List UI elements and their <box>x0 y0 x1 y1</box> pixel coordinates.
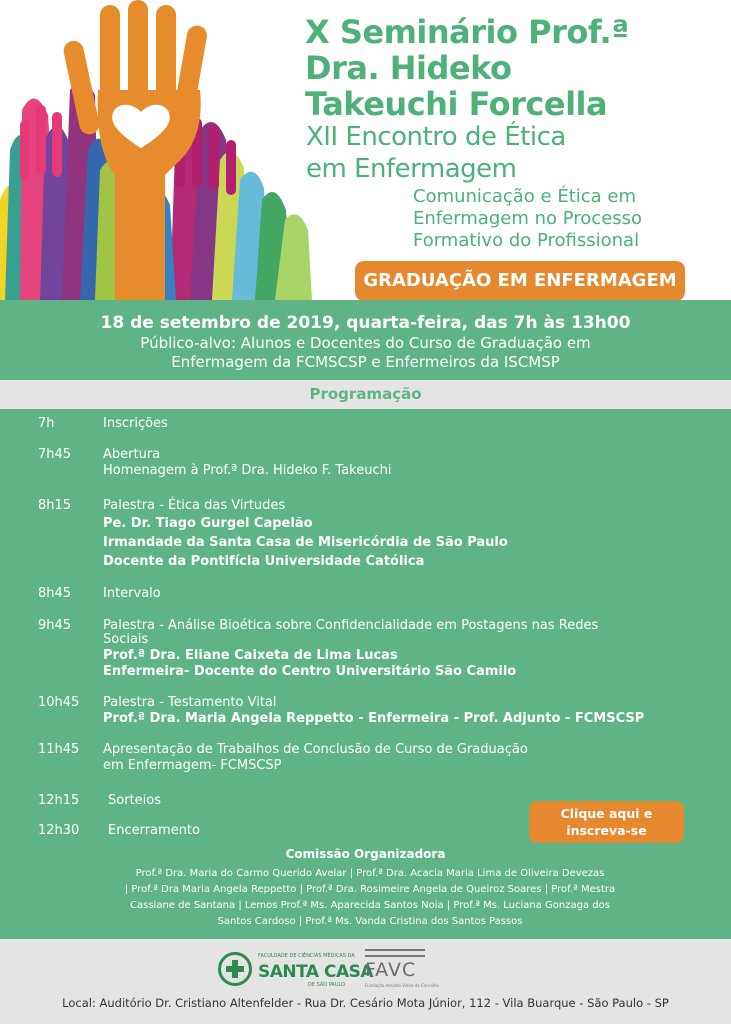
schedule-text: Inscrições <box>103 416 168 431</box>
theme-line-3: Formativo do Profissional <box>413 230 640 251</box>
subtitle-line-2: em Enfermagem <box>306 154 517 184</box>
schedule-text: Abertura <box>103 447 161 462</box>
schedule-time: 11h45 <box>38 742 80 757</box>
schedule-text: Palestra - Análise Bioética sobre Confidencialidade em Postagens nas Redes <box>103 618 599 633</box>
schedule-text: Sociais <box>103 632 149 647</box>
santa-casa-small-text: FACULDADE DE CIÊNCIAS MÉDICAS DA <box>258 953 355 959</box>
header <box>0 0 731 300</box>
program-title: Programação <box>0 380 731 409</box>
santa-casa-cross-icon <box>226 960 244 978</box>
footer <box>0 939 731 1024</box>
event-date: 18 de setembro de 2019, quarta-feira, das 7h às 13h00 <box>100 313 631 333</box>
title-line-1: X Seminário Prof.ª <box>305 13 629 51</box>
schedule-text: Intervalo <box>103 586 161 601</box>
subtitle-line-1: XII Encontro de Ética <box>306 122 566 152</box>
favc-logo <box>363 947 439 993</box>
schedule-text: Sorteios <box>108 793 161 808</box>
schedule-time: 12h30 <box>38 823 80 838</box>
schedule-time: 9h45 <box>38 618 72 633</box>
schedule-time: 7h45 <box>38 447 72 462</box>
santa-casa-small-text-2: DE SÃO PAULO <box>308 982 346 988</box>
schedule-time: 12h15 <box>38 793 80 808</box>
event-location: Local: Auditório Dr. Cristiano Altenfelder - Rua Dr. Cesário Mota Júnior, 112 - Vila Buarque - São Paulo - SP <box>62 996 669 1010</box>
santa-casa-logo <box>218 949 374 991</box>
santa-casa-name: SANTA CASA <box>258 962 374 982</box>
speaker-line: Irmandade da Santa Casa de Misericórdia de São Paulo <box>103 535 508 550</box>
schedule-time: 8h45 <box>38 586 72 601</box>
speaker-line: Pe. Dr. Tiago Gurgel Capelão <box>103 516 313 531</box>
speaker-line: Prof.ª Dra. Eliane Caixeta de Lima Lucas <box>103 648 398 663</box>
schedule-text: Palestra - Testamento Vital <box>103 695 277 710</box>
schedule-text: Palestra - Ética das Virtudes <box>103 498 286 513</box>
schedule <box>0 409 731 939</box>
favc-small-text: Fundação Arnaldo Vieira de Carvalho <box>365 983 439 988</box>
schedule-text: Homenagem à Prof.ª Dra. Hideko F. Takeuchi <box>103 463 392 478</box>
favc-name: FAVC <box>365 959 417 981</box>
schedule-text: em Enfermagem- FCMSCSP <box>103 758 282 773</box>
audience-line-1: Público-alvo: Alunos e Docentes do Curso de Graduação em <box>140 334 591 352</box>
speaker-line: Enfermeira- Docente do Centro Universitário São Camilo <box>103 664 517 679</box>
event-info-band <box>0 300 731 380</box>
speaker-line: Prof.ª Dra. Maria Angela Reppetto - Enfermeira - Prof. Adjunto - FCMSCSP <box>103 711 645 726</box>
theme-line-2: Enfermagem no Processo <box>413 208 643 229</box>
schedule-text: Encerramento <box>108 823 200 838</box>
committee-list <box>80 866 660 930</box>
title-line-3: Takeuchi Forcella <box>305 85 608 123</box>
register-button-line-1: Clique aqui e <box>560 806 653 821</box>
committee-title: Comissão Organizadora <box>285 847 446 861</box>
audience-line-2: Enfermagem da FCMSCSP e Enfermeiros da ISCMSP <box>171 353 560 371</box>
register-button-line-2: inscreva-se <box>566 823 647 838</box>
committee-line: Prof.ª Dra. Maria do Carmo Querido Avelar | Prof.ª Dra. Acacia Maria Lima de Oliveira Devezas <box>135 868 605 879</box>
register-button[interactable] <box>529 801 684 843</box>
graduation-badge: GRADUAÇÃO EM ENFERMAGEM <box>355 261 685 300</box>
committee-line: Cassiane de Santana | Lemos Prof.ª Ms. Aparecida Santos Noia | Prof.ª Ms. Luciana Gonzaga dos <box>130 900 610 911</box>
schedule-time: 7h <box>38 416 55 431</box>
schedule-text: Apresentação de Trabalhos de Conclusão de Curso de Graduação <box>103 742 528 757</box>
committee-line: Santos Cardoso | Prof.ª Ms. Vanda Cristina dos Santos Passos <box>217 916 523 927</box>
schedule-time: 8h15 <box>38 498 72 513</box>
theme-line-1: Comunicação e Ética em <box>413 186 637 207</box>
favc-lines-icon <box>365 949 425 957</box>
committee-line: | Prof.ª Dra Maria Angela Reppetto | Prof.ª Dra. Rosimeire Angela de Queiroz Soares | Prof.ª Mestra <box>124 884 616 895</box>
title-line-2: Dra. Hideko <box>305 49 512 87</box>
schedule-time: 10h45 <box>38 695 80 710</box>
speaker-line: Docente da Pontifícia Universidade Católica <box>103 554 425 569</box>
